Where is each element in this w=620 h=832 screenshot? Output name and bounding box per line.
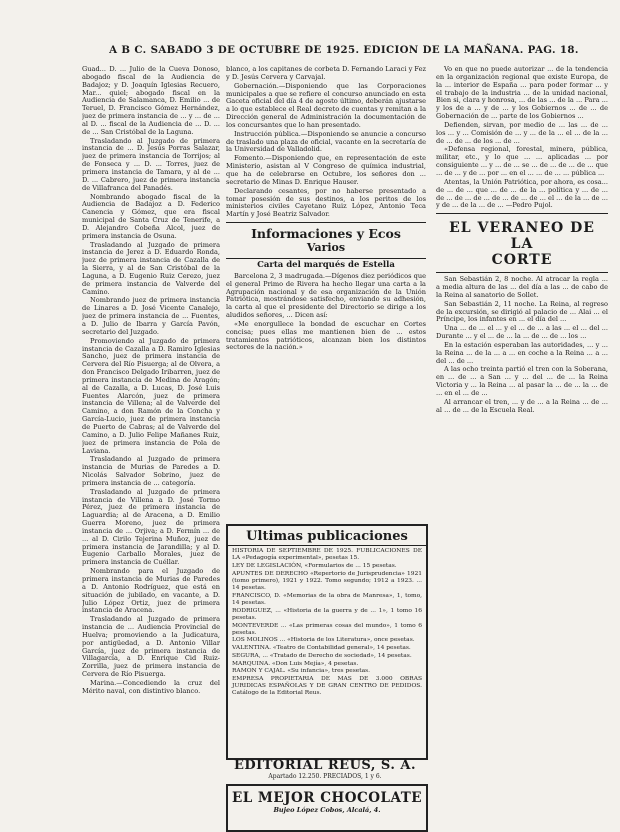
article-paragraph: Trasladando al Juzgado de primera instancia de ... D. Jesús Porras Salazar, juez de primera instancia de Torrijos; al de Fonseca y ... D. ... Torres, juez de primera instancia de Tamara, y al de ... D. ... Cabrero, juez de primera instancia de Villafranca del Panadés.: [82, 136, 220, 192]
section-divider: [436, 213, 608, 214]
publication-entry: RAMON Y CAJAL. «Su infancia», tres pesetas.: [232, 668, 370, 675]
column-right: [436, 66, 608, 828]
article-paragraph: Al arrancar el tren, ... y de ... a la Reina ... de ... al ... de ... de la Escuela Real.: [436, 397, 608, 414]
article-paragraph: Barcelona 2, 3 madrugada.—Dígenos diez periódicos que el general Primo de Rivera ha hecho llegar una carta a la Agrupación nacional y de esa organización de la Unión Patriótica, mostrándose satisfecho, enviando su adhesión, la carta al que el presidente del Directorio se dirige a los aludidos señores, ... Dicen así:: [226, 271, 426, 320]
publication-entry: LOS MOLINOS ... «Historia de los Literatura», once pesetas.: [232, 637, 415, 644]
column-middle: [226, 66, 426, 522]
letter-title: Carta del marqués de Estella: [257, 260, 395, 271]
article-paragraph: Trasladando al Juzgado de primera instancia de Jerez a D. Eduardo Ronda, juez de primera instancia de Cazalla de la Sierra, y al de San Cristóbal de la Laguna, a D. Eugenio Ruiz Cerezo, juez de primera instancia de Valverde del Camino.: [82, 240, 220, 296]
section-headline-line1: EL VERANEO DE LA: [449, 220, 595, 253]
article-paragraph: A las ocho treinta partió el tren con la Soberana, en ... de ... a San ... y ... del ... de ... la Reina Victoria y ... la Reina ... al pasar la ... de ... la ... de ... en el ... de ...: [436, 365, 608, 397]
section-headline-line2: CORTE: [491, 252, 553, 269]
article-paragraph: Una ... de ... el ... y el ... de ... a las ... el ... del ... Durante ... y el ... de ... la ... de ... de ... los ...: [436, 324, 608, 341]
page-header: A B C. SABADO 3 DE OCTUBRE DE 1925. EDICION DE LA MAÑANA. PAG. 18.: [109, 44, 579, 56]
box-title: Ultimas publicaciones: [228, 529, 426, 546]
article-paragraph: Trasladando al Juzgado de primera instancia de Murias de Paredes a D. Nicolás Salvador Sobrino, juez de primera instancia de ... categoría.: [82, 455, 220, 487]
publication-entry: HISTORIA DE SEPTIEMBRE DE 1925. FUBLICACIONES DE LA «Pedagogía experimental», pesetas 15.: [232, 548, 422, 562]
publication-entry: RODRIGUEZ, ... «Historia de la guerra y de ... 1», 1 tomo 16 pesetas.: [232, 607, 422, 621]
article-paragraph: «Defensa regional, forestal, minera, pública, militar, etc., y lo que ... ... aplicadas ... por consiguiente ... y ... de ... se ... de ... de ... de ... que ... de ... y de ... por ... en el ... ... de ... ... pública ...: [436, 145, 608, 177]
publication-entry: APUNTES DE DERECHO «Repertorio de Jurisprudencia» 1921 (tomo primero), 1921 y 1922. Tomo segundo; 1912 a 1923. ... 14 pesetas.: [232, 570, 422, 592]
ultimas-publicaciones-box: [226, 524, 428, 760]
article-paragraph: Trasladando al Juzgado de primera instancia de Villena a D. José Tormo Pérez, juez de primera instancia de Laguardia; al de Aracena, a D. Emilio Guerra Moreno, juez de primera instancia de ... Orjiva; a D. Fermín ... de ... al D. Cirilo Tejerina Muñoz, juez de primera instancia de Jarandilla; y al D. Eugenio Carballo Morales, juez de primera instancia de Cuéllar.: [82, 487, 220, 567]
article-paragraph: Nombrando para el Juzgado de primera instancia de Murias de Paredes a D. Antonio Rodríguez, que está en situación de jubilado, en vacante, a D. Julio López Ortiz, juez de primera instancia de Aracena.: [82, 567, 220, 615]
chocolate-ad: [226, 784, 428, 832]
section-headline-line2: Varios: [306, 241, 346, 255]
article-paragraph: blanco, a los capitanes de corbeta D. Fernando Laraci y Fez y D. Jesús Cervera y Carvajal.: [226, 66, 426, 81]
publication-entry: MARQUINA. «Don Luis Mejía», 4 pesetas.: [232, 660, 359, 667]
publication-entry: MONTEVERDE ... «Las primeras cosas del mundo», 1 tomo 6 pesetas.: [232, 622, 422, 636]
article-paragraph: Nombrando juez de primera instancia de Linares a D. José Vicente Canalejo, juez de primera instancia de ... Fuentes, a D. Julio de Ibarra y García Pavón, secretario del Juzgado.: [82, 296, 220, 336]
article-paragraph: Fomento.—Disponiendo que, en representación de este Ministerio, asistan al V Congreso de química industrial, que ha de celebrarse en Octubre, los señores don ... secretario de Minas D. Enrique Hauser.: [226, 154, 426, 186]
article-paragraph: Atentas, la Unión Patriótica, por ahora, es cosa... de ... de ... que ... de ... de la ... política y ... de ... de ... de ... de ... de ... de ... de ... el ... de la ... de ... y de ... de la ... de ... —Pedro Pujol.: [436, 177, 608, 210]
article-paragraph: San Sebastián 2, 8 noche. Al atracar la regla ... a media altura de las ... del día a las ... de cabo de la Reina al sanatorio de Sollet.: [436, 275, 608, 299]
editorial-address: Apartado 12.250. PRECIADOS, 1 y 6.: [268, 773, 382, 780]
section-headline: [436, 220, 608, 268]
article-paragraph: Defienden, sirvan, por medio de ... las ... de ... los ... y ... Comisión de ... y ... de la ... el ... de la ... de ... de ... de los ... de ...: [436, 120, 608, 145]
chocolate-title: EL MEJOR CHOCOLATE: [231, 790, 423, 806]
publication-entry: EMPRESA PROPIETARIA DE MAS DE 3.000 OBRAS JURIDICAS ESPAÑOLAS Y DE GRAN CENTRO DE PEDIDOS. Catálogo de la Editorial Reus.: [232, 675, 422, 697]
section-divider: [226, 258, 426, 259]
article-paragraph: Trasladando al Juzgado de primera instancia de ... Audiencia Provincial de Huelva; promoviendo a la Judicatura, por antigüedad, a D. Antonio Villar García, juez de primera instancia de Villagarcía, a D. Enrique Cid Ruiz-Zorrilla, juez de primera instancia de Cervera de Río Pisuerga.: [82, 615, 220, 679]
publication-entry: VALENTINA. «Teatro de Contabilidad general», 14 pesetas.: [232, 645, 411, 652]
article-paragraph: Vo en que no puede autorizar ... de la tendencia en la organización regional que existe Europa, de la ... interior de España ... para poder formar ... y el trabajo de la industria ... de la unidad nacional, Bien si, clara y honrosa, ... de las ... de la ... Para ... y los de a ... y de ... y los Gobiernos ... de ... de Gobernación de ... parte de los Gobiernos ...: [436, 66, 608, 121]
section-headline: [226, 227, 426, 255]
editorial-reus-ad: [226, 758, 424, 780]
section-headline-line1: Informaciones y Ecos: [251, 226, 401, 242]
article-paragraph: Marina.—Concediendo la cruz del Mérito naval, con distintivo blanco.: [82, 678, 220, 695]
article-paragraph: «Me enorgullece la bondad de escuchar en Cortes concisa; pues ellas me mantienen bien de ... estos tratamientos patrióticos, alcanzan bien los distintos sectores de la nación.»: [226, 319, 426, 352]
article-paragraph: En la estación esperaban las autoridades, ... y ... la Reina ... de la ... a ... en coche a la Reina ... a ... del ... de ...: [436, 340, 608, 365]
article-paragraph: Gobernación.—Disponiendo que las Corporaciones municipales a que se refiere el concurso anunciado en esta Gaceta oficial del día 4 de agosto último, deberán ajustarse a lo que establece el Real decreto de cuentas y remitan a la Dirección general de Administración la documentación de los concursantes que lo han presentado.: [226, 81, 426, 129]
article-paragraph: Nombrando abogado fiscal de la Audiencia de Badajoz a D. Federico Canencia y Gómez, que era fiscal municipal de Santa Cruz de Tenerife, a D. Alejandro Cobeña Alcol, juez de primera instancia de Osuna.: [82, 192, 220, 240]
editorial-name: EDITORIAL REUS, S. A.: [233, 758, 416, 773]
chocolate-subtitle: Bujeo López Cobos, Alcalá, 4.: [273, 806, 381, 814]
article-paragraph: Declarando cesantes, por no haberse presentado a tomar posesión de sus destinos, a los peritos de los ministerios civiles Cayetano Ruiz López, Antonio Teca Martín y José Beatriz Salvador.: [226, 186, 426, 219]
publication-entry: FRANCISCO, D. «Memorias de la obra de Manresa», 1, tomo, 14 pesetas.: [232, 592, 422, 606]
section-divider: [226, 222, 426, 223]
section-divider: [436, 272, 608, 273]
article-paragraph: Promoviendo al Juzgado de primera instancia de Cazalla a D. Ramiro Iglesias Sancho, juez de primera instancia de Cervera del Río Pisuerga; al de Olvera, a don Francisco Delgado Iribarren, juez de primera instancia de Medina de Aragón; al de Cazalla, a D. Lucas, D. José Luis Fuentes Alarcón, juez de primera instancia de Villena; al de Valverde del Camino, a don Ramón de la Concha y García-Lucio, juez de primera instancia de Puerto de Cabras; al de Valverde del Camino, a D. Julio Felipe Mañanes Ruiz, juez de primera instancia de Pola de Laviana.: [82, 336, 220, 455]
article-paragraph: Guad... D. ... Julio de la Cueva Donoso, abogado fiscal de la Audiencia de Badajoz; y D. Joaquín Iglesias Recuero, Mar... quiel; abogado fiscal en la Audiencia de Salamanca, D. Emilio ... de Teruel, D. Francisco Gómez Hernández, juez de primera instancia de ... y ... de ... al D. ... fiscal de la Audiencia de ... D. ... de ... San Cristóbal de la Laguna.: [82, 66, 220, 136]
article-paragraph: Instrucción pública.—Disponiendo se anuncie a concurso de traslado una plaza de oficial, vacante en la secretaría de la Universidad de Valladolid.: [226, 129, 426, 154]
publication-entry: LEY DE LEGISLACIÓN, «Formularios de ... 15 pesetas.: [232, 562, 397, 569]
article-paragraph: San Sebastián 2, 11 noche. La Reina, al regreso de la excursión, se dirigió al palacio de ... Alai ... el Príncipe, los infantes en ... el día del ...: [436, 299, 608, 324]
publication-entry: SEGURA, ... «Tratado de Derecho de sociedad», 14 pesetas.: [232, 652, 412, 659]
box-body: [228, 548, 426, 698]
column-left: [82, 66, 220, 828]
